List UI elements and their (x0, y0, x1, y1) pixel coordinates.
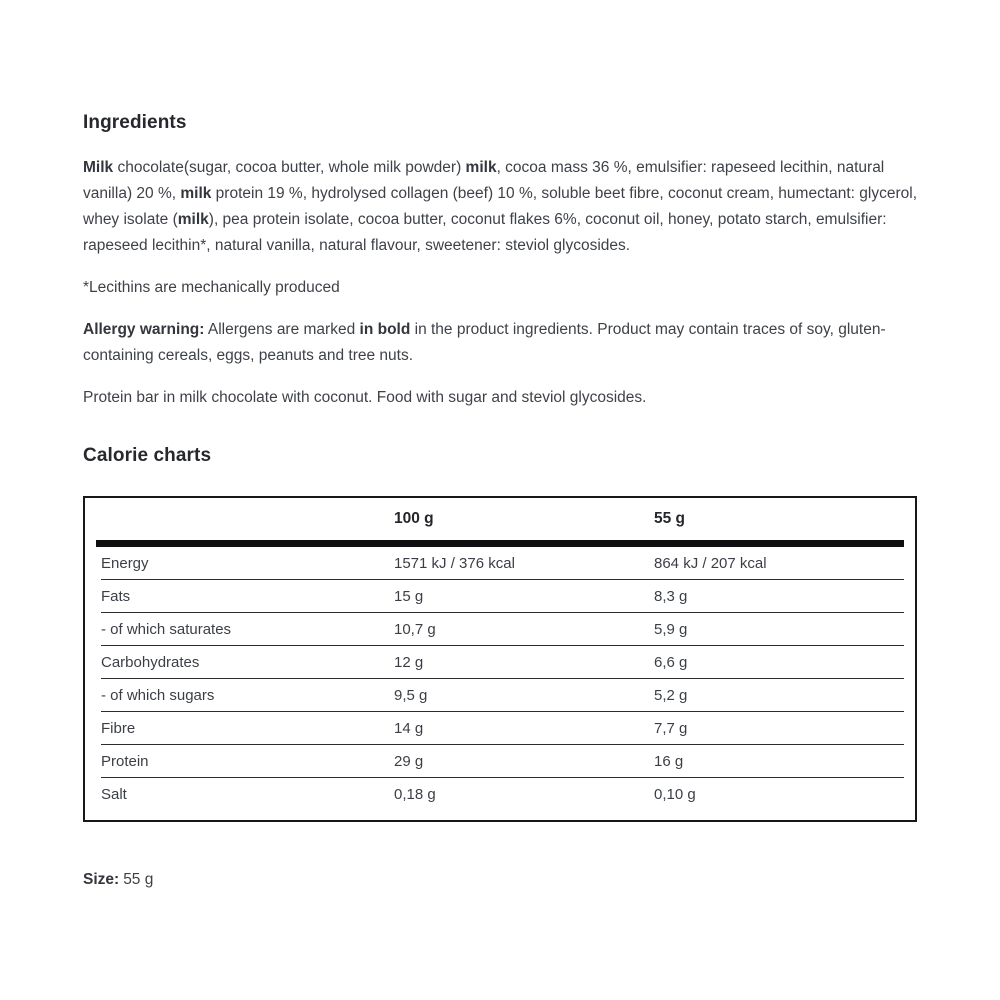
row-label: - of which saturates (101, 620, 232, 638)
bold-text-segment: milk (180, 185, 212, 202)
bold-text-segment: milk (177, 211, 209, 228)
table-row (101, 547, 904, 580)
text-segment: ), pea protein isolate, cocoa butter, coconut flakes 6%, coconut oil, honey, potato starch, emulsifier: rapeseed lecithin*, natural vanilla, natural flavour, sweetener: steviol glycosides. (83, 211, 887, 254)
nutrition-table (83, 496, 917, 822)
row-label: Energy (101, 554, 149, 572)
text-segment: protein 19 %, hydrolysed collagen (beef) 10 %, soluble beet fibre, coconut cream, humectant: glycerol, whey isolate ( (83, 185, 918, 228)
value-55g: 16 g (654, 752, 684, 770)
value-55g: 5,9 g (654, 620, 688, 638)
text-segment: in the product ingredients. Product may contain traces of soy, gluten-containing cereals, eggs, peanuts and tree nuts. (83, 321, 886, 364)
ingredients-paragraph (83, 155, 917, 259)
table-row (101, 646, 904, 679)
size-value: 55 g (123, 871, 154, 888)
value-55g: 8,3 g (654, 587, 688, 605)
value-100g: 15 g (394, 587, 424, 605)
row-label: - of which sugars (101, 686, 215, 704)
value-100g: 9,5 g (394, 686, 428, 704)
row-label: Protein (101, 752, 149, 770)
row-label: Salt (101, 785, 127, 803)
nutrition-table-body (96, 547, 904, 820)
table-row (101, 745, 904, 778)
lecithin-note: *Lecithins are mechanically produced (83, 279, 340, 296)
value-100g: 10,7 g (394, 620, 436, 638)
value-55g: 6,6 g (654, 653, 688, 671)
table-row (101, 580, 904, 613)
table-row (101, 679, 904, 712)
column-header-55g: 55 g (654, 510, 686, 527)
value-100g: 12 g (394, 653, 424, 671)
value-100g: 14 g (394, 719, 424, 737)
value-55g: 0,10 g (654, 785, 696, 803)
value-100g: 1571 kJ / 376 kcal (394, 554, 515, 572)
table-row (101, 712, 904, 745)
bold-text-segment: milk (465, 159, 497, 176)
allergy-warning (83, 317, 917, 369)
row-label: Carbohydrates (101, 653, 200, 671)
product-description: Protein bar in milk chocolate with coconut. Food with sugar and steviol glycosides. (83, 389, 647, 406)
text-segment: Allergens are marked (204, 321, 360, 338)
calorie-charts-heading: Calorie charts (83, 445, 212, 466)
nutrition-table-header (85, 498, 915, 540)
table-row (101, 613, 904, 646)
value-55g: 5,2 g (654, 686, 688, 704)
product-info-page (83, 0, 917, 893)
row-label: Fats (101, 587, 131, 605)
size-line (83, 867, 917, 893)
bold-text-segment: Milk (83, 159, 114, 176)
value-100g: 29 g (394, 752, 424, 770)
bold-text-segment: Allergy warning: (83, 321, 205, 338)
ingredients-heading: Ingredients (83, 112, 187, 133)
column-header-100g: 100 g (394, 510, 434, 527)
text-segment: chocolate(sugar, cocoa butter, whole milk powder) (113, 159, 466, 176)
text-segment: , cocoa mass 36 %, emulsifier: rapeseed lecithin, natural vanilla) 20 %, (83, 159, 885, 202)
value-100g: 0,18 g (394, 785, 436, 803)
header-divider-bar (96, 540, 904, 547)
table-row (101, 778, 904, 810)
row-label: Fibre (101, 719, 136, 737)
size-label: Size: (83, 871, 120, 888)
bold-text-segment: in bold (359, 321, 411, 338)
value-55g: 864 kJ / 207 kcal (654, 554, 767, 572)
value-55g: 7,7 g (654, 719, 688, 737)
